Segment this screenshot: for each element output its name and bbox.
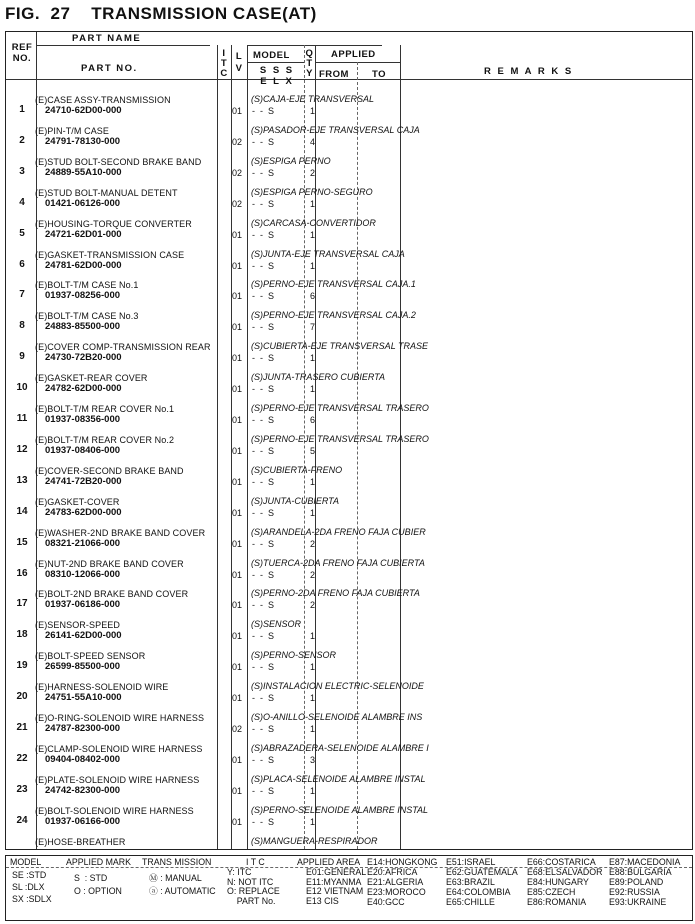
- legend-areas-2: [367, 857, 437, 907]
- remarks: (S)TUERCA-2DA FRENO FAJA CUBIERTA: [251, 557, 425, 568]
- table-row: [6, 311, 694, 342]
- quantity: 4: [309, 136, 315, 147]
- ref-no: 4: [19, 196, 25, 208]
- legend-entry: ⓐ : AUTOMATIC: [149, 886, 216, 896]
- level: 01: [232, 353, 243, 364]
- legend-entry: Ⓜ : MANUAL: [149, 873, 202, 883]
- legend-entry: PART No.: [227, 895, 276, 906]
- model-rule: [248, 62, 304, 63]
- table-row: [6, 775, 694, 806]
- table-row: [6, 219, 694, 250]
- part-name: (E)O-RING-SOLENOID WIRE HARNESS: [35, 713, 205, 723]
- level: 01: [232, 384, 243, 395]
- legend-box: [5, 855, 693, 921]
- legend-marks: [74, 872, 122, 898]
- legend-entry: E23:MOROCO: [367, 887, 426, 897]
- part-no: 24741-72B20-000: [45, 475, 122, 487]
- ref-no: 14: [16, 505, 28, 517]
- part-no: 01937-08256-000: [45, 290, 121, 302]
- legend-entry: E13 CIS: [306, 895, 339, 906]
- remarks: (S)PERNO-SELENOIDE ALAMBRE INSTAL: [251, 804, 429, 815]
- part-name: (E)BOLT-T/M CASE No.3: [35, 311, 139, 322]
- table-row: [6, 528, 694, 559]
- table-row: [6, 126, 694, 157]
- model-marks: - - S: [252, 538, 274, 549]
- ref-no: 7: [19, 289, 25, 301]
- table-row: [6, 713, 694, 744]
- quantity: 3: [309, 754, 315, 765]
- legend-entry: E93:UKRAINE: [609, 897, 667, 907]
- hdr-from: FROM: [319, 69, 349, 80]
- model-marks: - - S: [252, 167, 274, 178]
- level: 01: [232, 662, 243, 673]
- model-marks: - - S: [252, 291, 274, 302]
- model-marks: - - S: [252, 569, 274, 580]
- ref-no: 10: [16, 382, 28, 394]
- legend-entry: E21:ALGERIA: [367, 877, 424, 887]
- part-name: (E)NUT-2ND BRAKE BAND COVER: [35, 558, 184, 569]
- legend-entry: E64:COLOMBIA: [446, 887, 511, 897]
- model-marks: - - S: [252, 600, 274, 611]
- legend-areas-3: [446, 857, 518, 907]
- table-row: [6, 280, 694, 311]
- parts-table: [5, 31, 693, 850]
- model-marks: - - S: [252, 476, 274, 487]
- level: 01: [232, 816, 243, 827]
- partname-rule: [36, 45, 210, 46]
- level: 01: [232, 291, 243, 302]
- part-name: (E)HOUSING-TORQUE CONVERTER: [35, 218, 192, 229]
- part-name: (E)COVER COMP-TRANSMISSION REAR: [35, 342, 211, 353]
- legend-itc-header: I T C: [246, 857, 265, 867]
- level: 01: [232, 229, 243, 240]
- part-name: (E)GASKET-TRANSMISSION CASE: [35, 249, 185, 260]
- part-name: (E)PIN-T/M CASE: [35, 125, 110, 136]
- table-row: [6, 250, 694, 281]
- legend-areas-1: [306, 868, 366, 906]
- part-name: (E)BOLT-T/M REAR COVER No.1: [35, 404, 175, 414]
- part-name: (E)BOLT-2ND BRAKE BAND COVER: [35, 589, 189, 600]
- legend-entry: E86:ROMANIA: [527, 897, 587, 907]
- model-marks: - - S: [252, 106, 274, 116]
- legend-entry: E11:MYANMA: [306, 876, 362, 887]
- model-marks: - - S: [252, 198, 274, 209]
- part-no: 08321-21066-000: [45, 537, 121, 549]
- legend-entry: E14:HONGKONG: [367, 857, 438, 867]
- remarks: (S)PERNO-EJE TRANSVERSAL CAJA.1: [251, 279, 416, 290]
- table-row: [6, 373, 694, 404]
- table-row: [6, 620, 694, 651]
- part-name: (E)BOLT-T/M REAR COVER No.2: [35, 434, 175, 445]
- table-row: [6, 435, 694, 466]
- part-no: 08310-12066-000: [45, 568, 121, 580]
- remarks: (S)SENSOR: [251, 619, 302, 630]
- table-row: [6, 559, 694, 590]
- ref-no: 5: [19, 227, 25, 239]
- ref-no: 19: [16, 660, 28, 672]
- legend-itc: [227, 868, 280, 906]
- model-marks: - - S: [252, 136, 274, 147]
- legend-model-header: MODEL: [10, 857, 42, 867]
- remarks: (S)PLACA-SELENOIDE ALAMBRE INSTAL: [251, 773, 426, 784]
- level: 01: [232, 415, 243, 425]
- remarks: (S)MANGUERA-RESPIRADOR: [251, 835, 378, 846]
- model-marks: - - S: [252, 229, 274, 240]
- quantity: 5: [309, 445, 315, 456]
- remarks: (S)CAJA-EJE TRANSVERSAL: [251, 94, 375, 104]
- legend-entry: E20:AFRICA: [367, 867, 418, 877]
- legend-areas-4: [527, 857, 602, 907]
- ref-no: 16: [16, 567, 28, 579]
- ref-no: 3: [19, 165, 25, 177]
- quantity: 1: [309, 724, 315, 734]
- legend-entry: E62:GUATEMALA: [446, 867, 518, 877]
- model-marks: - - S: [252, 445, 274, 456]
- level: 01: [232, 445, 243, 456]
- part-name: (E)STUD BOLT-MANUAL DETENT: [35, 187, 178, 198]
- hdr-model: MODEL: [253, 50, 290, 61]
- part-no: 01937-06166-000: [45, 815, 121, 827]
- model-marks: - - S: [252, 785, 274, 796]
- legend-entry: E89:POLAND: [609, 877, 664, 887]
- quantity: 1: [309, 353, 315, 364]
- legend-trans-header: TRANS MISSION: [142, 857, 212, 867]
- level: 01: [232, 785, 243, 796]
- quantity: 1: [309, 507, 315, 518]
- hdr-lv: L V: [235, 51, 243, 74]
- model-marks: - - S: [252, 816, 274, 827]
- remarks: (S)PERNO-EJE TRANSVERSAL CAJA.2: [251, 310, 416, 321]
- legend-entry: E92:RUSSIA: [609, 887, 660, 897]
- level: 01: [232, 600, 243, 611]
- legend-entry: N: NOT ITC: [227, 876, 274, 887]
- part-no: 26599-85500-000: [45, 661, 121, 673]
- ref-no: 8: [19, 320, 25, 332]
- table-row: [6, 466, 694, 497]
- part-no: 24791-78130-000: [45, 135, 121, 147]
- part-name: (E)WASHER-2ND BRAKE BAND COVER: [35, 527, 206, 538]
- ref-no: 21: [16, 722, 28, 733]
- part-no: 01421-06126-000: [45, 197, 121, 209]
- table-row: [6, 497, 694, 528]
- model-marks: - - S: [252, 322, 274, 333]
- hdr-part-name: PART NAME: [72, 33, 142, 44]
- part-no: 24710-62D00-000: [45, 105, 122, 116]
- remarks: (S)ESPIGA PERNO: [251, 155, 331, 166]
- legend-entry: E85:CZECH: [527, 887, 576, 897]
- quantity: 2: [309, 569, 315, 580]
- ref-no: 11: [16, 413, 28, 424]
- legend-trans: [149, 872, 216, 898]
- remarks: (S)INSTALACION ELECTRIC-SELENOIDE: [251, 681, 424, 692]
- legend-area-header: APPLIED AREA: [297, 857, 361, 867]
- remarks: (S)JUNTA-EJE TRANSVERSAL CAJA: [251, 248, 405, 259]
- remarks: (S)O-ANILLO-SELENOIDE ALAMBRE INS: [251, 712, 423, 722]
- remarks: (S)CUBIERTA-FRENO: [251, 464, 343, 475]
- quantity: 2: [309, 538, 315, 549]
- remarks: (S)PASADOR-EJE TRANSVERSAL CAJA: [251, 124, 420, 135]
- quantity: 1: [309, 662, 315, 673]
- page-title: FIG. 27 TRANSMISSION CASE(AT): [5, 4, 317, 23]
- quantity: 2: [309, 600, 315, 611]
- legend-entry: O : OPTION: [74, 886, 122, 896]
- part-name: (E)STUD BOLT-SECOND BRAKE BAND: [35, 156, 202, 167]
- hdr-itc: I T C: [220, 48, 228, 79]
- remarks: (S)CUBIERTA-EJE TRANSVERSAL TRASE: [251, 341, 429, 352]
- remarks: (S)ABRAZADERA-SELENOIDE ALAMBRE I: [251, 742, 429, 753]
- ref-no: 6: [19, 258, 25, 270]
- quantity: 1: [309, 631, 315, 642]
- part-name: (E)GASKET-REAR COVER: [35, 373, 148, 384]
- ref-no: 9: [19, 351, 25, 363]
- quantity: 1: [309, 229, 315, 240]
- table-row: [6, 744, 694, 775]
- level: 01: [232, 538, 243, 549]
- legend-entry: E63:BRAZIL: [446, 877, 495, 887]
- quantity: 1: [309, 693, 315, 704]
- hdr-part-no: PART NO.: [81, 63, 138, 74]
- remarks: (S)JUNTA-TRASERO CUBIERTA: [251, 372, 386, 383]
- remarks: (S)CARCASA-CONVERTIDOR: [251, 217, 376, 228]
- level: 01: [232, 507, 243, 518]
- model-marks: - - S: [252, 384, 274, 395]
- part-name: (E)BOLT-SOLENOID WIRE HARNESS: [35, 805, 194, 816]
- legend-applied-mark-header: APPLIED MARK: [66, 857, 132, 867]
- part-name: (E)BOLT-SPEED SENSOR: [35, 651, 146, 662]
- part-no: 24883-85500-000: [45, 321, 121, 333]
- ref-no: 2: [19, 134, 25, 146]
- legend-entry: E87:MACEDONIA: [609, 857, 681, 867]
- part-name: (E)PLATE-SOLENOID WIRE HARNESS: [35, 774, 200, 785]
- quantity: 1: [309, 384, 315, 395]
- level: 01: [232, 322, 243, 333]
- remarks: (S)PERNO-2DA FRENO FAJA CUBIERTA: [251, 588, 420, 599]
- level: 01: [232, 260, 243, 271]
- ref-no: 1: [19, 104, 25, 115]
- quantity: 6: [309, 415, 315, 425]
- part-name: (E)COVER-SECOND BRAKE BAND: [35, 465, 184, 476]
- ref-no: 24: [16, 814, 28, 826]
- model-marks: - - S: [252, 754, 274, 765]
- legend-entry: S : STD: [74, 873, 108, 883]
- part-name: (E)BOLT-T/M CASE No.1: [35, 280, 139, 291]
- quantity: 1: [309, 198, 315, 209]
- legend-entry: E40:GCC: [367, 897, 405, 907]
- table-row: [6, 682, 694, 713]
- table-row: [6, 806, 694, 837]
- remarks: (S)ESPIGA PERNO-SEGURO: [251, 186, 373, 197]
- part-no: 24742-82300-000: [45, 784, 121, 796]
- legend-entry: SE :STD: [12, 870, 47, 880]
- hdr-to: TO: [372, 69, 387, 80]
- ref-no: 13: [16, 474, 28, 486]
- header-divider: [6, 79, 692, 80]
- model-marks: - - S: [252, 662, 274, 673]
- legend-entry: E88:BULGARIA: [609, 867, 672, 877]
- hdr-qty: Q T Y: [305, 48, 314, 79]
- legend-entry: Y: ITC: [227, 867, 252, 877]
- legend-entry: E12 VIETNAM: [306, 886, 364, 896]
- legend-entry: E68:ELSALVADOR: [527, 867, 603, 877]
- quantity: 1: [309, 260, 315, 271]
- part-no: 24787-82300-000: [45, 723, 121, 734]
- remarks: (S)PERNO-SENSOR: [251, 650, 337, 661]
- remarks: (S)JUNTA-CUBIERTA: [251, 495, 340, 506]
- hdr-model-cols: S S S E L X: [259, 65, 295, 87]
- level: 01: [232, 106, 243, 116]
- remarks: (S)PERNO-EJE TRANSVERSAL TRASERO: [251, 403, 429, 413]
- legend-models: [12, 869, 52, 905]
- level: 01: [232, 476, 243, 487]
- table-row: [6, 589, 694, 620]
- legend-entry: SL :DLX: [12, 882, 45, 892]
- model-marks: - - S: [252, 631, 274, 642]
- part-no: 01937-08406-000: [45, 444, 121, 456]
- part-no: 01937-06186-000: [45, 599, 121, 611]
- part-name: (E)HOSE-BREATHER: [35, 836, 126, 847]
- part-name: (E)GASKET-COVER: [35, 496, 120, 507]
- table-row: [6, 95, 694, 126]
- quantity: 6: [309, 291, 315, 302]
- level: 02: [232, 724, 243, 734]
- level: 01: [232, 754, 243, 765]
- part-no: 24783-62D00-000: [45, 506, 122, 518]
- model-marks: - - S: [252, 507, 274, 518]
- part-no: 01937-08356-000: [45, 414, 121, 425]
- quantity: 1: [309, 785, 315, 796]
- level: 02: [232, 136, 243, 147]
- ref-no: 23: [16, 783, 28, 795]
- level: 02: [232, 198, 243, 209]
- legend-areas-5: [609, 857, 680, 907]
- model-marks: - - S: [252, 353, 274, 364]
- quantity: 7: [309, 322, 315, 333]
- quantity: 2: [309, 167, 315, 178]
- model-marks: - - S: [252, 260, 274, 271]
- model-marks: - - S: [252, 724, 274, 734]
- legend-entry: E66:COSTARICA: [527, 857, 596, 867]
- ref-no: 15: [16, 536, 28, 548]
- remarks: (S)ARANDELA-2DA FRENO FAJA CUBIER: [251, 526, 426, 537]
- quantity: 1: [309, 106, 315, 116]
- legend-entry: SX :SDLX: [12, 894, 52, 904]
- part-no: 24751-55A10-000: [45, 692, 122, 704]
- table-row: [6, 342, 694, 373]
- legend-entry: E01:GENERAL: [306, 867, 367, 877]
- part-name: (E)CASE ASSY-TRANSMISSION: [35, 95, 171, 105]
- level: 01: [232, 631, 243, 642]
- legend-entry: O: REPLACE: [227, 886, 280, 896]
- ref-no: 22: [16, 752, 28, 764]
- part-no: 24721-62D01-000: [45, 228, 122, 240]
- part-no: 24781-62D00-000: [45, 259, 122, 271]
- hdr-remarks: R E M A R K S: [484, 66, 574, 77]
- quantity: 1: [309, 816, 315, 827]
- part-name: (E)HARNESS-SOLENOID WIRE: [35, 682, 169, 693]
- ref-no: 20: [16, 691, 28, 703]
- table-row: [6, 404, 694, 435]
- table-row: [6, 157, 694, 188]
- hdr-ref-no: REF NO.: [11, 42, 33, 64]
- part-name: (E)CLAMP-SOLENOID WIRE HARNESS: [35, 743, 203, 754]
- hdr-applied: APPLIED: [331, 49, 376, 60]
- part-no: 24782-62D00-000: [45, 383, 122, 395]
- model-marks: - - S: [252, 693, 274, 704]
- part-no: 26141-62D00-000: [45, 630, 122, 642]
- level: 01: [232, 693, 243, 704]
- table-row: [6, 188, 694, 219]
- legend-entry: E84:HUNGARY: [527, 877, 589, 887]
- part-no: 09404-08402-000: [45, 753, 121, 765]
- level: 01: [232, 569, 243, 580]
- quantity: 1: [309, 476, 315, 487]
- model-marks: - - S: [252, 415, 274, 425]
- legend-entry: E65:CHILLE: [446, 897, 495, 907]
- remarks: (S)PERNO-EJE TRANSVERSAL TRASERO: [251, 433, 429, 444]
- part-name: (E)SENSOR-SPEED: [35, 620, 121, 631]
- table-row: [6, 651, 694, 682]
- legend-entry: E51:ISRAEL: [446, 857, 496, 867]
- part-no: 24889-55A10-000: [45, 166, 122, 178]
- ref-no: 18: [16, 629, 28, 641]
- part-no: 24730-72B20-000: [45, 352, 122, 364]
- level: 02: [232, 167, 243, 178]
- ref-no: 12: [16, 443, 28, 455]
- ref-no: 17: [16, 598, 28, 610]
